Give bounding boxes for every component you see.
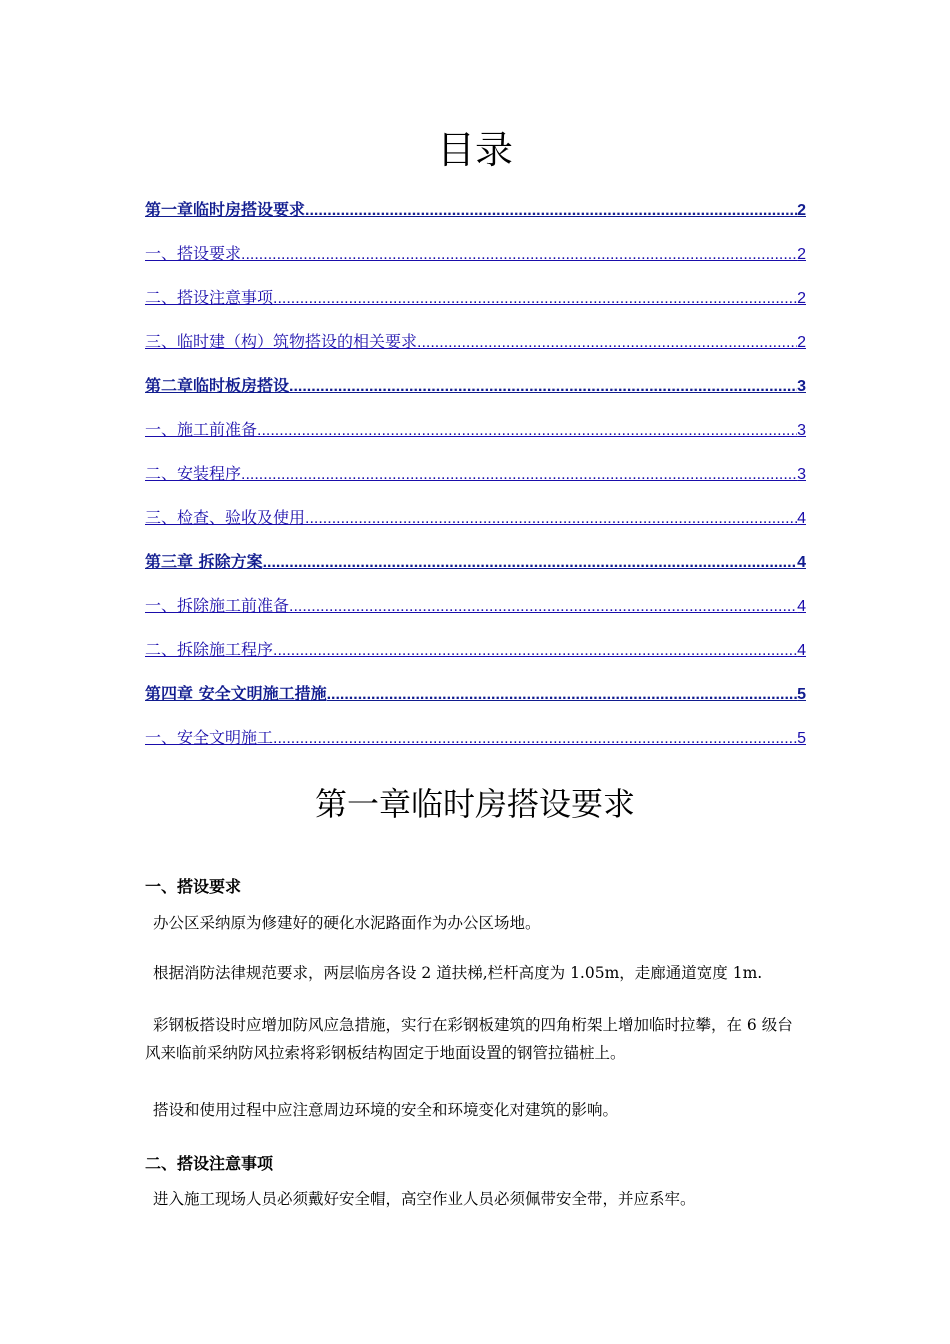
body-paragraph: 搭设和使用过程中应注意周边环境的安全和环境变化对建筑的影响。	[153, 1101, 619, 1119]
toc-page-number: 5	[797, 686, 806, 703]
toc-entry-text: 第四章 安全文明施工措施	[145, 684, 327, 703]
toc-leader-dots	[241, 246, 797, 264]
toc-page-number: 3	[797, 466, 806, 483]
toc-page-number: 4	[797, 554, 806, 571]
toc-title: 目录	[436, 128, 513, 172]
toc-leader-dots	[289, 378, 797, 396]
toc-leader-dots	[257, 422, 797, 440]
toc-entry-chapter-3[interactable]	[145, 548, 806, 572]
toc-entry-section[interactable]	[145, 460, 806, 484]
toc-entry-text: 二、拆除施工程序	[145, 640, 274, 659]
body-paragraph: 根据消防法律规范要求，两层临房各设 2 道扶梯,栏杆高度为 1.05m，走廊通道宽度 1m.	[153, 964, 763, 982]
toc-entry-section[interactable]	[145, 636, 806, 660]
toc-leader-dots	[263, 554, 798, 572]
toc-entry-section[interactable]	[145, 284, 806, 308]
toc-leader-dots	[241, 466, 797, 484]
body-paragraph: 进入施工现场人员必须戴好安全帽，高空作业人员必须佩带安全带，并应系牢。	[153, 1190, 696, 1208]
toc-leader-dots	[273, 730, 797, 748]
toc-page-number: 4	[797, 598, 806, 615]
toc-page-number: 4	[797, 510, 806, 527]
toc-page-number: 5	[797, 730, 806, 747]
toc-page-number: 2	[797, 290, 806, 307]
section-heading: 一、搭设要求	[145, 877, 242, 896]
toc-entry-chapter-2[interactable]	[145, 372, 806, 396]
toc-leader-dots	[273, 642, 797, 660]
toc-leader-dots	[305, 510, 797, 528]
toc-page-number: 4	[797, 642, 806, 659]
toc-entry-section[interactable]	[145, 592, 806, 616]
toc-page-number: 2	[797, 246, 806, 263]
toc-entry-text: 三、检查、验收及使用	[145, 508, 306, 527]
toc-leader-dots	[273, 290, 797, 308]
toc-leader-dots	[305, 202, 797, 220]
toc-entry-text: 第一章临时房搭设要求	[145, 200, 306, 219]
toc-entry-text: 一、拆除施工前准备	[145, 596, 290, 615]
toc-entry-text: 二、安装程序	[145, 464, 242, 483]
toc-page-number: 3	[797, 378, 806, 395]
toc-entry-text: 第三章 拆除方案	[145, 552, 263, 571]
toc-page-number: 2	[797, 334, 806, 351]
toc-entry-text: 一、施工前准备	[145, 420, 258, 439]
toc-entry-section[interactable]	[145, 240, 806, 264]
chapter-title: 第一章临时房搭设要求	[314, 785, 635, 823]
body-paragraph: 办公区采纳原为修建好的硬化水泥路面作为办公区场地。	[153, 914, 541, 932]
toc-entry-section[interactable]	[145, 328, 806, 352]
toc-entry-section[interactable]	[145, 416, 806, 440]
section-heading: 二、搭设注意事项	[145, 1154, 274, 1173]
toc-leader-dots	[327, 686, 798, 704]
toc-leader-dots	[289, 598, 797, 616]
toc-leader-dots	[417, 334, 797, 352]
toc-entry-text: 一、安全文明施工	[145, 728, 274, 747]
toc-entry-chapter-1[interactable]	[145, 196, 806, 220]
toc-entry-text: 三、临时建（构）筑物搭设的相关要求	[145, 332, 418, 351]
toc-entry-text: 二、搭设注意事项	[145, 288, 274, 307]
toc-entry-section[interactable]	[145, 504, 806, 528]
toc-page-number: 2	[797, 202, 806, 219]
toc-entry-text: 第二章临时板房搭设	[145, 376, 290, 395]
toc-entry-section[interactable]	[145, 724, 806, 748]
body-paragraph: 彩钢板搭设时应增加防风应急措施，实行在彩钢板建筑的四角桁架上增加临时拉攀，在 6 级台风来临前采纳防风拉索将彩钢板结构固定于地面设置的钢管拉锚桩上。	[145, 1016, 793, 1062]
toc-entry-text: 一、搭设要求	[145, 244, 242, 263]
toc-page-number: 3	[797, 422, 806, 439]
toc-entry-chapter-4[interactable]	[145, 680, 806, 704]
